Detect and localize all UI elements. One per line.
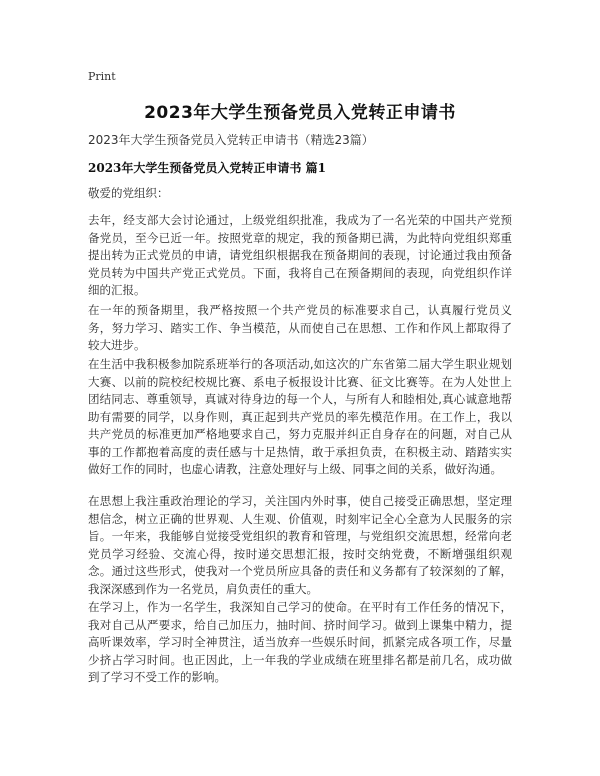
- greeting-line: 敬爱的党组织：: [88, 186, 169, 200]
- paragraph-4: 在思想上我注重政治理论的学习，关注国内外时事，使自己接受正确思想，坚定理想信念，树立正确的世界观、人生观、价值观，时刻牢记全心全意为人民服务的宗旨。一年来，我能够自觉接受党组织的教育和管理，与党组织交流思想，经常向老党员学习经验、交流心得，按时递交思想汇报，按时交纳党费，不断增强组织观念。通过这些形式，使我对一个党员所应具备的责任和义务都有了较深刻的了解，我深深感到作为一名党员，肩负责任的重大。: [88, 494, 512, 596]
- paragraph-2: 在一年的预备期里，我严格按照一个共产党员的标准要求自己，认真履行党员义务，努力学习、踏实工作、争当模范，从而使自己在思想、工作和作风上都取得了较大进步。: [88, 303, 512, 352]
- paragraph-1: 去年，经支部大会讨论通过，上级党组织批准，我成为了一名光荣的中国共产党预备党员，至今已近一年。按照党章的规定，我的预备期已满，为此特向党组织郑重提出转为正式党员的申请，请党组织根据我在预备期间的表现，讨论通过我由预备党员转为中国共产党正式党员。下面，我将自己在预备期间的表现，向党组织作详细的汇报。: [88, 213, 512, 297]
- document-subtitle: 2023年大学生预备党员入党转正申请书（精选23篇）: [88, 133, 374, 147]
- document-title: 2023年大学生预备党员入党转正申请书: [144, 103, 456, 123]
- section-heading: 2023年大学生预备党员入党转正申请书 篇1: [88, 161, 326, 175]
- paragraph-5: 在学习上，作为一名学生，我深知自己学习的使命。在平时有工作任务的情况下，我对自己从严要求，给自己加压力，抽时间、挤时间学习。做到上课集中精力，提高听课效率，学习时全神贯注，适当放弃一些娱乐时间，抓紧完成各项工作，尽量少挤占学习时间。也正因此，上一年我的学业成绩在班里排名都是前几名，成功做到了学习不受工作的影响。: [88, 600, 512, 684]
- paragraph-3: 在生活中我积极参加院系班举行的各项活动,如这次的广东省第二届大学生职业规划大赛、以前的院校纪校规比赛、系电子板报设计比赛、征文比赛等。在为人处世上团结同志、尊重领导，真诚对待身边的每一个人，与所有人和睦相处,真心诚意地帮助有需要的同学，以身作则，真正起到共产党员的率先模范作用。在工作上，我以共产党员的标准更加严格地要求自己，努力克服并纠正自身存在的问题，对自己从事的工作都抱着高度的责任感与十足热情，敢于承担负责，在积极主动、踏踏实实做好工作的同时，也虚心请教，注意处理好与上级、同事之间的关系，做好沟通。: [88, 357, 512, 476]
- print-label[interactable]: Print: [88, 70, 116, 83]
